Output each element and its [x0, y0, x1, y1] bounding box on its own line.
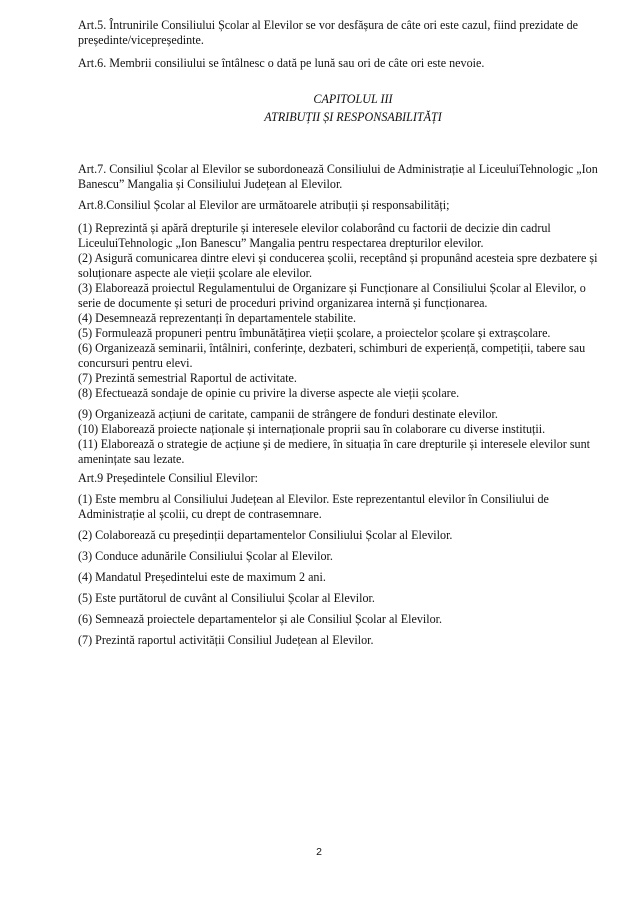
president-item: (1) Este membru al Consiliului Județean al Elevilor. Este reprezentantul elevilor în Consiliului de Administrație al școlii, cu drept de contrasemnare. — [78, 492, 549, 521]
duty-item: (5) Formulează propuneri pentru îmbunătățirea vieții școlare, a proiectelor școlare și extrașcolare. — [78, 326, 551, 340]
document-page — [78, 18, 610, 648]
chapter-title: ATRIBUȚII ȘI RESPONSABILITĂȚI — [264, 110, 442, 124]
duty-item: (7) Prezintă semestrial Raportul de activitate. — [78, 371, 297, 385]
president-item: (2) Colaborează cu președinții departamentelor Consiliului Școlar al Elevilor. — [78, 528, 453, 542]
article-8: Art.8.Consiliul Școlar al Elevilor are următoarele atribuții și responsabilități; — [78, 198, 450, 212]
duty-item: (11) Elaborează o strategie de acțiune și de mediere, în situația în care drepturile și interesele elevilor sunt amenințate sau lezate. — [78, 437, 590, 466]
duty-item: (8) Efectuează sondaje de opinie cu privire la diverse aspecte ale vieții școlare. — [78, 386, 460, 400]
article-9-heading: Art.9 Președintele Consiliul Elevilor: — [78, 471, 259, 485]
president-item: (6) Semnează proiectele departamentelor și ale Consiliul Școlar al Elevilor. — [78, 612, 443, 626]
duty-item: (9) Organizează acțiuni de caritate, campanii de strângere de fonduri destinate elevilor. — [78, 407, 498, 421]
president-item: (3) Conduce adunările Consiliului Școlar al Elevilor. — [78, 549, 333, 563]
article-5: Art.5. Întrunirile Consiliului Școlar al Elevilor se vor desfășura de câte ori este cazul, fiind prezidate de președinte/vicepreședinte. — [78, 18, 579, 47]
chapter-number: CAPITOLUL III — [313, 92, 393, 106]
duties-list-a — [78, 221, 610, 401]
president-item: (5) Este purtătorul de cuvânt al Consiliului Școlar al Elevilor. — [78, 591, 375, 605]
duty-item: (6) Organizează seminarii, întâlniri, conferințe, dezbateri, schimburi de experiență, competiții, tabere sau concursuri pentru elevi. — [78, 341, 586, 370]
duty-item: (2) Asigură comunicarea dintre elevi și conducerea școlii, receptând și propunând acesteia spre dezbatere și soluționare aspecte ale vieții școlare ale elevilor. — [78, 251, 598, 280]
duty-item: (10) Elaborează proiecte naționale și internaționale proprii sau în colaborare cu diverse instituții. — [78, 422, 546, 436]
duties-list-b — [78, 407, 610, 467]
article-6: Art.6. Membrii consiliului se întâlnesc o dată pe lună sau ori de câte ori este nevoie. — [78, 56, 485, 70]
president-item: (7) Prezintă raportul activității Consiliul Județean al Elevilor. — [78, 633, 374, 647]
article-7: Art.7. Consiliul Școlar al Elevilor se subordonează Consiliului de Administrație al LiceuluiTehnologic „Ion Banescu” Mangalia și Consiliului Județean al Elevilor. — [78, 162, 598, 191]
duty-item: (4) Desemnează reprezentanți în departamentele stabilite. — [78, 311, 357, 325]
president-item: (4) Mandatul Președintelui este de maximum 2 ani. — [78, 570, 326, 584]
duty-item: (1) Reprezintă și apără drepturile și interesele elevilor colaborând cu factorii de decizie din cadrul LiceuluiTehnologic „Ion Banescu” Mangalia pentru respectarea drepturilor elevilor. — [78, 221, 551, 250]
page-number: 2 — [316, 846, 322, 858]
duty-item: (3) Elaborează proiectul Regulamentului de Organizare și Funcționare al Consiliului Școlar al Elevilor, o serie de documente și seturi de proceduri privind organizarea internă și funcționarea. — [78, 281, 586, 310]
